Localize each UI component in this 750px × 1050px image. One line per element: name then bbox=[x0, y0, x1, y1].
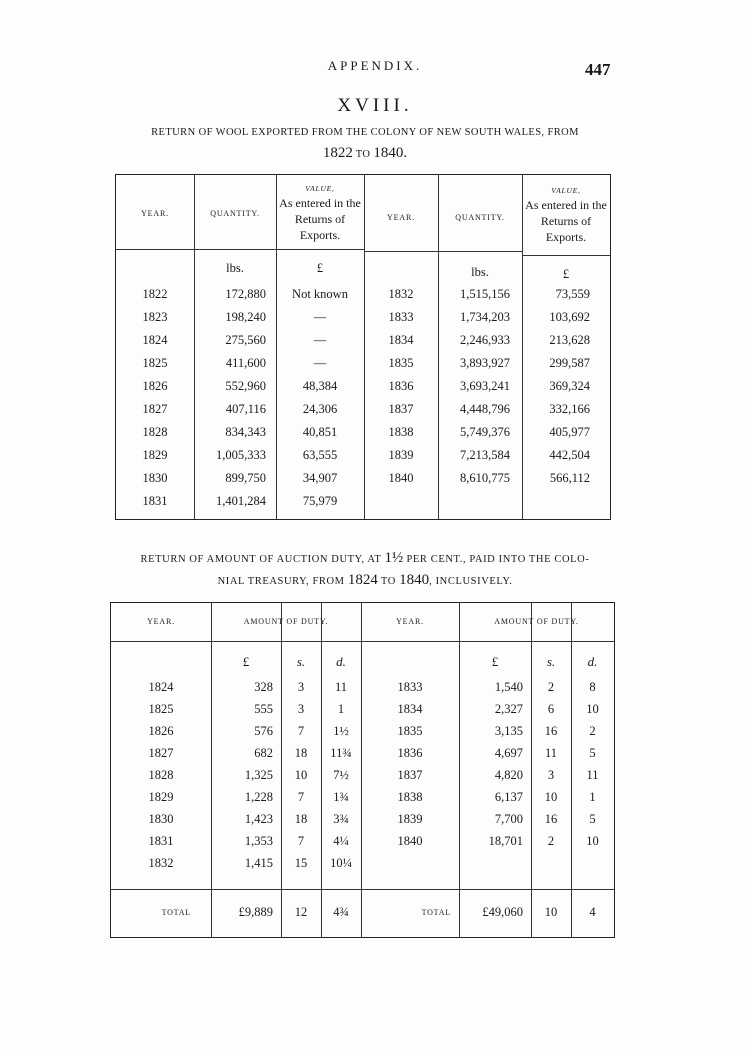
shillings-cell: 7 bbox=[297, 834, 305, 848]
value-cell: 24,306 bbox=[302, 402, 338, 416]
quantity-cell: 198,240 bbox=[225, 310, 266, 324]
shillings-cell: 2 bbox=[547, 834, 555, 848]
year-cell: 1830 bbox=[148, 812, 174, 826]
table-row bbox=[116, 402, 610, 425]
value-header bbox=[522, 185, 610, 245]
year-cell: 1836 bbox=[397, 746, 423, 760]
unit-lbs: lbs. bbox=[226, 261, 244, 275]
wool-caption-line1: RETURN OF WOOL EXPORTED FROM THE COLONY OF NEW SOUTH WALES, FROM bbox=[151, 127, 579, 138]
total-pounds: £9,889 bbox=[238, 905, 273, 919]
unit-pounds: £ bbox=[491, 654, 499, 669]
quantity-cell: 5,749,376 bbox=[460, 425, 510, 439]
unit-shillings: s. bbox=[296, 654, 306, 669]
year-cell: 1829 bbox=[142, 448, 168, 462]
amount-header: AMOUNT OF DUTY. bbox=[494, 617, 579, 626]
shillings-cell: 16 bbox=[544, 724, 558, 738]
table-row bbox=[111, 790, 614, 812]
year-cell: 1826 bbox=[148, 724, 174, 738]
value-cell: 369,324 bbox=[549, 379, 590, 393]
pence-cell: 4¼ bbox=[333, 834, 349, 848]
year-header: YEAR. bbox=[141, 209, 169, 218]
year-cell: 1828 bbox=[148, 768, 174, 782]
total-rule bbox=[111, 889, 614, 890]
year-cell: 1823 bbox=[142, 310, 168, 324]
wool-caption-end-year: 1840. bbox=[373, 145, 408, 161]
pounds-cell: 1,423 bbox=[244, 812, 273, 826]
pounds-cell: 18,701 bbox=[488, 834, 523, 848]
table-row bbox=[116, 356, 610, 379]
shillings-cell: 18 bbox=[294, 746, 308, 760]
amount-header: AMOUNT OF DUTY. bbox=[243, 617, 329, 626]
quantity-cell: 834,343 bbox=[225, 425, 266, 439]
year-cell: 1834 bbox=[397, 702, 423, 716]
year-cell: 1828 bbox=[142, 425, 168, 439]
value-cell: 103,692 bbox=[549, 310, 590, 324]
pence-cell: 11¾ bbox=[330, 746, 352, 760]
year-cell: 1822 bbox=[142, 287, 168, 301]
year-header: YEAR. bbox=[396, 617, 424, 626]
value-cell: 73,559 bbox=[555, 287, 590, 301]
auction-caption-to: TO bbox=[380, 576, 396, 587]
quantity-cell: 899,750 bbox=[225, 471, 266, 485]
year-cell: 1840 bbox=[397, 834, 423, 848]
unit-pounds: £ bbox=[242, 654, 250, 669]
pounds-cell: 328 bbox=[254, 680, 273, 694]
quantity-header: QUANTITY. bbox=[455, 213, 505, 222]
value-cell: 332,166 bbox=[549, 402, 590, 416]
header-rule bbox=[111, 641, 614, 642]
pence-cell: 2 bbox=[589, 724, 596, 738]
year-cell: 1825 bbox=[142, 356, 168, 370]
pence-cell: 1¾ bbox=[333, 790, 349, 804]
year-cell: 1840 bbox=[388, 471, 414, 485]
auction-caption-rate: 1½ bbox=[384, 550, 404, 566]
pence-cell: 10 bbox=[586, 834, 599, 848]
total-pence: 4¾ bbox=[333, 905, 349, 919]
pence-cell: 10¼ bbox=[330, 856, 352, 870]
year-cell: 1827 bbox=[142, 402, 168, 416]
quantity-cell: 2,246,933 bbox=[460, 333, 510, 347]
pounds-cell: 1,415 bbox=[244, 856, 273, 870]
total-label: TOTAL bbox=[421, 908, 451, 917]
quantity-cell: 1,005,333 bbox=[216, 448, 266, 462]
running-head: APPENDIX. bbox=[327, 58, 423, 73]
pounds-cell: 4,820 bbox=[494, 768, 523, 782]
shillings-cell: 3 bbox=[547, 768, 555, 782]
pounds-cell: 1,228 bbox=[244, 790, 273, 804]
value-cell: — bbox=[313, 356, 327, 370]
year-cell: 1839 bbox=[388, 448, 414, 462]
pence-cell: 3¾ bbox=[333, 812, 349, 826]
shillings-cell: 18 bbox=[294, 812, 308, 826]
pounds-cell: 1,540 bbox=[494, 680, 523, 694]
pence-cell: 10 bbox=[586, 702, 599, 716]
year-header: YEAR. bbox=[147, 617, 175, 626]
quantity-cell: 1,401,284 bbox=[216, 494, 266, 508]
table-row bbox=[111, 702, 614, 724]
year-cell: 1839 bbox=[397, 812, 423, 826]
year-cell: 1824 bbox=[148, 680, 174, 694]
value-cell: 405,977 bbox=[549, 425, 590, 439]
quantity-cell: 172,880 bbox=[225, 287, 266, 301]
value-cell: 442,504 bbox=[549, 448, 590, 462]
value-header bbox=[276, 183, 364, 243]
table-row bbox=[116, 425, 610, 448]
year-cell: 1832 bbox=[148, 856, 174, 870]
value-cell: 34,907 bbox=[302, 471, 338, 485]
year-cell: 1833 bbox=[388, 310, 414, 324]
pence-cell: 5 bbox=[589, 812, 596, 826]
value-cell: 566,112 bbox=[549, 471, 590, 485]
shillings-cell: 10 bbox=[294, 768, 308, 782]
shillings-cell: 6 bbox=[547, 702, 555, 716]
auction-caption-from-year: 1824 bbox=[347, 572, 378, 588]
shillings-cell: 7 bbox=[297, 724, 305, 738]
wool-export-table bbox=[115, 174, 611, 520]
year-cell: 1833 bbox=[397, 680, 423, 694]
wool-caption-start-year: 1822 bbox=[322, 145, 353, 161]
unit-pence: d. bbox=[587, 654, 598, 669]
quantity-cell: 275,560 bbox=[225, 333, 266, 347]
table-row bbox=[116, 494, 610, 517]
value-cell: 75,979 bbox=[302, 494, 338, 508]
quantity-cell: 8,610,775 bbox=[460, 471, 510, 485]
table-row bbox=[111, 746, 614, 768]
shillings-cell: 2 bbox=[547, 680, 555, 694]
pence-cell: 11 bbox=[586, 768, 599, 782]
pounds-cell: 6,137 bbox=[494, 790, 523, 804]
wool-table-caption bbox=[110, 123, 620, 165]
year-cell: 1827 bbox=[148, 746, 174, 760]
page-number: 447 bbox=[585, 60, 611, 79]
table-row bbox=[111, 834, 614, 856]
year-cell: 1829 bbox=[148, 790, 174, 804]
wool-caption-to: TO bbox=[355, 149, 371, 160]
quantity-cell: 7,213,584 bbox=[460, 448, 510, 462]
year-cell: 1835 bbox=[388, 356, 414, 370]
quantity-cell: 407,116 bbox=[225, 402, 266, 416]
year-cell: 1831 bbox=[148, 834, 174, 848]
quantity-cell: 3,693,241 bbox=[460, 379, 510, 393]
quantity-cell: 1,515,156 bbox=[460, 287, 510, 301]
shillings-cell: 7 bbox=[297, 790, 305, 804]
pounds-cell: 576 bbox=[254, 724, 273, 738]
year-cell: 1824 bbox=[142, 333, 168, 347]
year-cell: 1834 bbox=[388, 333, 414, 347]
quantity-header: QUANTITY. bbox=[210, 209, 260, 218]
value-cell: — bbox=[313, 333, 327, 347]
pence-cell: 5 bbox=[589, 746, 596, 760]
table-row bbox=[116, 333, 610, 356]
quantity-cell: 3,893,927 bbox=[460, 356, 510, 370]
pounds-cell: 555 bbox=[254, 702, 273, 716]
unit-lbs: lbs. bbox=[471, 265, 489, 279]
auction-caption-a: RETURN OF AMOUNT OF AUCTION DUTY, AT bbox=[140, 554, 382, 565]
pounds-cell: 1,353 bbox=[244, 834, 273, 848]
year-header: YEAR. bbox=[387, 213, 415, 222]
unit-shillings: s. bbox=[546, 654, 556, 669]
section-number: XVIII. bbox=[337, 95, 413, 116]
value-cell: 40,851 bbox=[302, 425, 338, 439]
year-cell: 1838 bbox=[397, 790, 423, 804]
auction-duty-table bbox=[110, 602, 615, 938]
value-cell: 48,384 bbox=[302, 379, 338, 393]
header-rule bbox=[364, 251, 522, 252]
year-cell: 1832 bbox=[388, 287, 414, 301]
year-cell: 1837 bbox=[397, 768, 423, 782]
total-label: TOTAL bbox=[161, 908, 191, 917]
header-rule bbox=[116, 249, 364, 250]
value-cell: Not known bbox=[292, 287, 348, 301]
total-pounds: £49,060 bbox=[482, 905, 523, 919]
auction-caption-c: NIAL TREASURY, FROM bbox=[217, 576, 345, 587]
value-cell: 299,587 bbox=[549, 356, 590, 370]
year-cell: 1835 bbox=[397, 724, 423, 738]
total-row bbox=[111, 905, 614, 927]
quantity-cell: 4,448,796 bbox=[460, 402, 510, 416]
pounds-cell: 682 bbox=[254, 746, 273, 760]
pence-cell: 8 bbox=[589, 680, 596, 694]
pence-cell: 1 bbox=[589, 790, 596, 804]
year-cell: 1836 bbox=[388, 379, 414, 393]
value-tag: VALUE, bbox=[551, 186, 581, 195]
table-row bbox=[111, 812, 614, 834]
table-row bbox=[116, 471, 610, 494]
header-rule bbox=[522, 255, 610, 256]
unit-pound: £ bbox=[316, 261, 324, 275]
year-cell: 1831 bbox=[142, 494, 168, 508]
value-tag: VALUE, bbox=[305, 184, 335, 193]
table-row bbox=[111, 768, 614, 790]
table-row bbox=[116, 379, 610, 402]
shillings-cell: 11 bbox=[544, 746, 558, 760]
shillings-cell: 3 bbox=[297, 680, 305, 694]
auction-duty-caption bbox=[105, 548, 625, 592]
table-row bbox=[111, 680, 614, 702]
total-shillings: 10 bbox=[544, 905, 558, 919]
unit-pound: £ bbox=[562, 267, 570, 281]
pounds-cell: 3,135 bbox=[494, 724, 523, 738]
total-pence: 4 bbox=[589, 905, 596, 919]
pence-cell: 7½ bbox=[333, 768, 349, 782]
table-row bbox=[111, 724, 614, 746]
table-row bbox=[111, 856, 614, 878]
total-shillings: 12 bbox=[294, 905, 308, 919]
quantity-cell: 411,600 bbox=[225, 356, 266, 370]
unit-pence: d. bbox=[336, 654, 346, 669]
shillings-cell: 3 bbox=[297, 702, 305, 716]
pence-cell: 11 bbox=[334, 680, 348, 694]
shillings-cell: 15 bbox=[294, 856, 308, 870]
pounds-cell: 2,327 bbox=[494, 702, 523, 716]
year-cell: 1825 bbox=[148, 702, 174, 716]
pounds-cell: 7,700 bbox=[494, 812, 523, 826]
auction-caption-end-year: 1840 bbox=[399, 572, 430, 588]
year-cell: 1830 bbox=[142, 471, 168, 485]
table-row bbox=[116, 287, 610, 310]
pence-cell: 1½ bbox=[333, 724, 349, 738]
pence-cell: 1 bbox=[337, 702, 345, 716]
value-cell: 213,628 bbox=[549, 333, 590, 347]
table-row bbox=[116, 448, 610, 471]
pounds-cell: 4,697 bbox=[494, 746, 523, 760]
year-cell: 1826 bbox=[142, 379, 168, 393]
year-cell: 1838 bbox=[388, 425, 414, 439]
pounds-cell: 1,325 bbox=[244, 768, 273, 782]
year-cell: 1837 bbox=[388, 402, 414, 416]
value-description: As entered in the Returns of Exports. bbox=[525, 198, 607, 244]
value-cell: — bbox=[313, 310, 327, 324]
auction-caption-b: PER CENT., PAID INTO THE COLO- bbox=[406, 554, 590, 565]
value-description: As entered in the Returns of Exports. bbox=[279, 196, 361, 242]
value-cell: 63,555 bbox=[302, 448, 338, 462]
auction-caption-d: , INCLUSIVELY. bbox=[429, 576, 513, 587]
quantity-cell: 552,960 bbox=[225, 379, 266, 393]
table-row bbox=[116, 310, 610, 333]
quantity-cell: 1,734,203 bbox=[460, 310, 510, 324]
shillings-cell: 16 bbox=[544, 812, 558, 826]
shillings-cell: 10 bbox=[544, 790, 558, 804]
